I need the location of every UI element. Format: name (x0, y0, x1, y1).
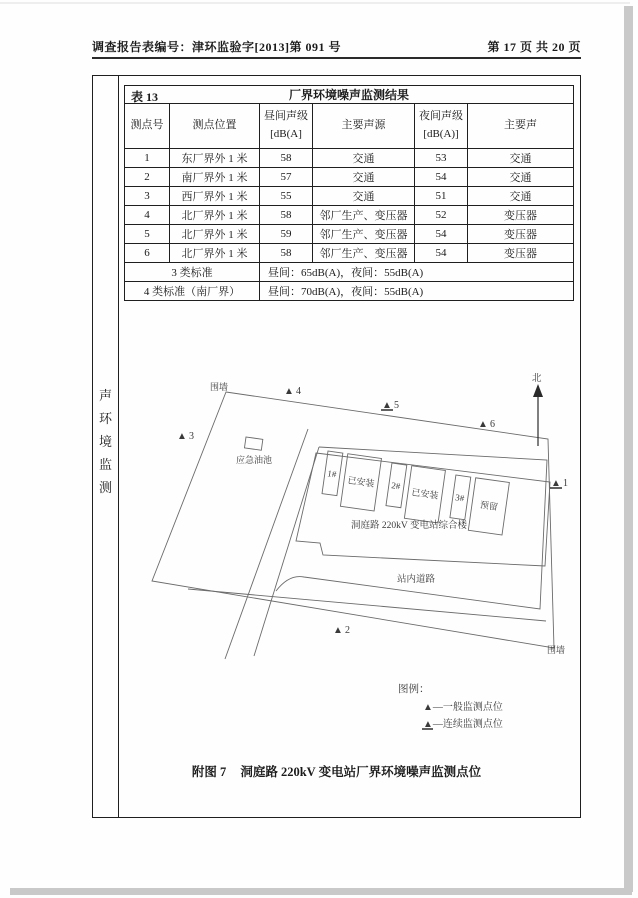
section-sidebar (93, 76, 119, 817)
oil-pool-label: 应急油池 (235, 455, 273, 465)
header-night-level (415, 104, 468, 149)
standard-value: 昼间：70dB(A)，夜间：55dB(A) (260, 282, 574, 301)
standard-value: 昼间：65dB(A)，夜间：55dB(A) (260, 263, 574, 282)
page-indicator: 第 17 页 共 20 页 (487, 40, 581, 54)
table-cell: 交通 (468, 149, 574, 168)
boundary-wall-outline (152, 392, 554, 648)
header-day-level (260, 104, 313, 149)
table-cell: 北厂界外 1 米 (170, 206, 260, 225)
table-cell: 南厂界外 1 米 (170, 168, 260, 187)
table-cell: 3 (125, 187, 170, 206)
bay-number: 3# (454, 492, 465, 504)
north-arrow-head (533, 384, 543, 397)
table-cell: 北厂界外 1 米 (170, 225, 260, 244)
figure-number: 附图 7 (191, 765, 227, 779)
monitor-point-id: 3 (189, 431, 194, 442)
table-row (125, 168, 574, 187)
legend-dash: — (432, 719, 443, 730)
legend-title: 图例： (398, 684, 430, 695)
standard-row (125, 263, 574, 282)
table-row (125, 187, 574, 206)
table-cell: 北厂界外 1 米 (170, 244, 260, 263)
main-frame (92, 75, 581, 818)
monitor-point-id: 4 (296, 386, 301, 397)
legend-entry-general (423, 700, 503, 713)
legend-dash: — (432, 702, 443, 713)
header-night-source: 主要声 (468, 104, 574, 149)
road-inner-line (188, 589, 546, 621)
triangle-marker-icon: ▲ (423, 719, 433, 730)
legend (398, 682, 503, 730)
table-number: 表 13 (131, 90, 159, 104)
table-cell: 54 (415, 168, 468, 187)
table-cell: 55 (260, 187, 313, 206)
table-cell: 4 (125, 206, 170, 225)
table-cell: 变压器 (468, 206, 574, 225)
legend-label: 一般监测点位 (442, 702, 503, 713)
triangle-marker-icon: ▲ (423, 702, 433, 713)
table-header-row (125, 104, 574, 149)
header-night-level-line2: [dB(A)] (423, 128, 459, 140)
monitor-point-icon: ▲ (382, 400, 392, 411)
bay-status: 已安装 (346, 475, 376, 489)
table-title-row (125, 86, 574, 104)
monitor-point-id: 2 (345, 625, 350, 636)
table-row (125, 244, 574, 263)
table-cell: 58 (260, 206, 313, 225)
building-label: 洞庭路 220kV 变电站综合楼 (351, 521, 467, 531)
table-cell: 邻厂生产、变压器 (313, 206, 415, 225)
standard-row (125, 282, 574, 301)
table-title-cell (125, 86, 574, 104)
monitor-point-id: 6 (490, 419, 495, 430)
road-label: 站内道路 (396, 575, 436, 585)
table-cell: 变压器 (468, 244, 574, 263)
figure-title: 洞庭路 220kV 变电站厂界环境噪声监测点位 (240, 765, 482, 779)
sidebar-char: 环 (98, 411, 112, 426)
table-cell: 6 (125, 244, 170, 263)
table-cell: 51 (415, 187, 468, 206)
table-cell: 交通 (313, 187, 415, 206)
table-cell: 2 (125, 168, 170, 187)
figure-caption (93, 762, 580, 780)
header-location: 测点位置 (170, 104, 260, 149)
table-cell: 西厂界外 1 米 (170, 187, 260, 206)
header-main-source: 主要声源 (313, 104, 415, 149)
monitor-point-id: 5 (394, 400, 399, 411)
header-day-level-line1: 昼间声级 (264, 110, 308, 123)
sidebar-char: 境 (98, 434, 112, 449)
table-cell: 52 (415, 206, 468, 225)
document-header (92, 38, 581, 55)
header-day-level-line2: [dB(A] (270, 128, 302, 140)
table-title: 厂界环境噪声监测结果 (288, 88, 409, 102)
monitor-point-id: 1 (563, 478, 568, 489)
bay-number: 2# (390, 480, 401, 492)
site-plan (119, 301, 582, 753)
table-cell: 东厂界外 1 米 (170, 149, 260, 168)
monitor-point-icon: ▲ (177, 431, 187, 442)
table-cell: 57 (260, 168, 313, 187)
north-arrow (532, 372, 543, 446)
table-cell: 交通 (468, 187, 574, 206)
table-cell: 变压器 (468, 225, 574, 244)
legend-label: 连续监测点位 (442, 719, 503, 730)
monitor-point-icon: ▲ (333, 625, 343, 636)
monitor-point-icon: ▲ (551, 478, 561, 489)
bay-number: 1# (326, 468, 338, 480)
sidebar-char: 声 (98, 388, 112, 403)
table-cell: 交通 (313, 168, 415, 187)
table-cell: 1 (125, 149, 170, 168)
bay-status: 已安装 (410, 487, 440, 501)
noise-monitoring-table (124, 85, 574, 301)
monitor-point-icon: ▲ (284, 386, 294, 397)
wall-label-top: 围墙 (209, 382, 229, 392)
table-row (125, 149, 574, 168)
table-cell: 59 (260, 225, 313, 244)
bay-status: 预留 (479, 499, 499, 513)
header-point-no: 测点号 (125, 104, 170, 149)
table-cell: 53 (415, 149, 468, 168)
sidebar-char: 测 (98, 480, 112, 495)
table-row (125, 206, 574, 225)
report-number: 调查报告表编号：津环监验字[2013]第 091 号 (92, 40, 341, 54)
table-cell: 5 (125, 225, 170, 244)
table-cell: 58 (260, 244, 313, 263)
oil-pool-rect (244, 437, 262, 450)
wall-label-bottom: 围墙 (547, 645, 566, 655)
table-row (125, 225, 574, 244)
header-night-level-line1: 夜间声级 (419, 110, 463, 123)
standard-name: 4 类标准（南厂界） (125, 282, 260, 301)
table-cell: 交通 (313, 149, 415, 168)
table-cell: 邻厂生产、变压器 (313, 225, 415, 244)
scan-edge-bottom (10, 888, 632, 895)
standard-name: 3 类标准 (125, 263, 260, 282)
table-cell: 54 (415, 244, 468, 263)
table-cell: 交通 (468, 168, 574, 187)
sidebar-char: 监 (98, 457, 112, 472)
header-rule (92, 57, 581, 59)
table-cell: 58 (260, 149, 313, 168)
scan-edge-right (624, 6, 633, 892)
monitor-point-icon: ▲ (478, 419, 488, 430)
north-label: 北 (532, 374, 542, 384)
legend-entry-continuous (423, 717, 503, 730)
scan-edge-top (0, 2, 630, 4)
table-cell: 54 (415, 225, 468, 244)
table-cell: 邻厂生产、变压器 (313, 244, 415, 263)
